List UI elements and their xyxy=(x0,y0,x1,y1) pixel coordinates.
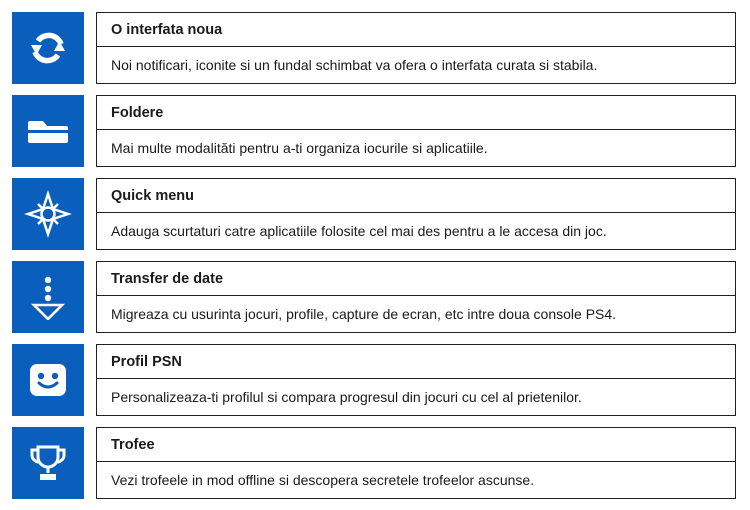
feature-title: Profil PSN xyxy=(111,353,182,370)
feature-title: O interfata noua xyxy=(111,21,223,38)
feature-description: Migreaza cu usurinta jocuri, profile, capture de ecran, etc intre doua console PS4. xyxy=(111,305,617,322)
trophy-icon xyxy=(12,427,84,499)
feature-card xyxy=(96,344,736,416)
data-transfer-download-icon xyxy=(12,261,84,333)
feature-title: Foldere xyxy=(111,104,164,121)
feature-row xyxy=(12,427,736,499)
feature-row xyxy=(12,95,736,167)
feature-card xyxy=(96,95,736,167)
feature-card xyxy=(96,178,736,250)
feature-description: Noi notificari, iconite si un fundal schimbat va ofera o interfata curata si stabila. xyxy=(111,56,598,73)
smiley-face-profile-icon xyxy=(12,344,84,416)
feature-row xyxy=(12,178,736,250)
feature-title: Quick menu xyxy=(111,187,194,204)
feature-row xyxy=(12,12,736,84)
feature-row xyxy=(12,261,736,333)
feature-card xyxy=(96,261,736,333)
feature-description: Adauga scurtaturi catre aplicatiile folosite cel mai des pentru a le accesa din joc. xyxy=(111,222,607,239)
feature-description: Personalizeaza-ti profilul si compara progresul din jocuri cu cel al prietenilor. xyxy=(111,388,582,405)
feature-description: Vezi trofeele in mod offline si descopera secretele trofeelor ascunse. xyxy=(111,471,535,488)
feature-card xyxy=(96,427,736,499)
feature-title: Trofee xyxy=(111,436,155,453)
feature-row xyxy=(12,344,736,416)
folder-icon xyxy=(12,95,84,167)
refresh-circular-arrows-icon xyxy=(12,12,84,84)
feature-description: Mai multe modalităti pentru a-ti organiza iocurile si aplicatiile. xyxy=(111,139,488,156)
feature-card xyxy=(96,12,736,84)
star-compass-icon xyxy=(12,178,84,250)
feature-title: Transfer de date xyxy=(111,270,224,287)
